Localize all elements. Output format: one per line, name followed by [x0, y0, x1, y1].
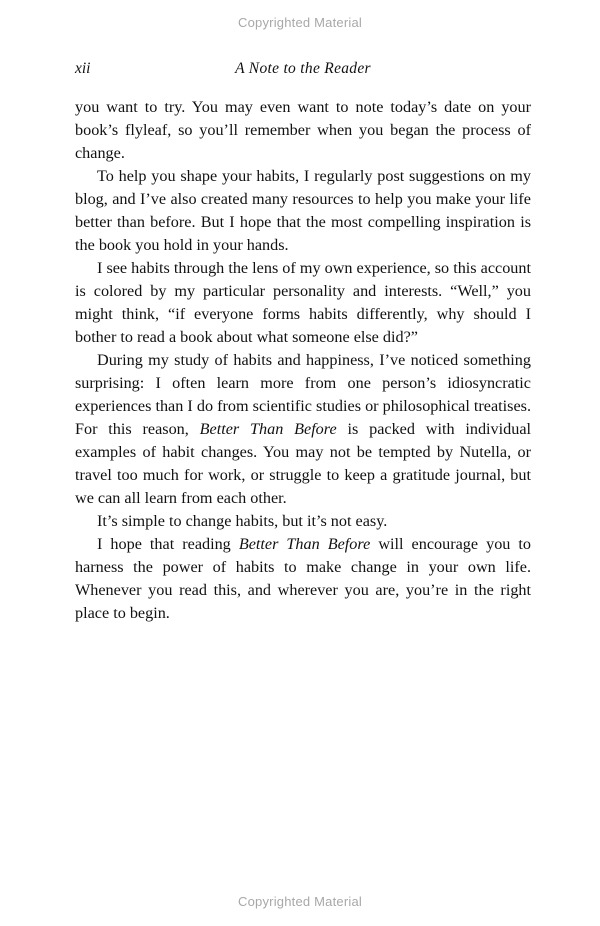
chapter-title: A Note to the Reader — [235, 60, 371, 77]
paragraph-4-after: is packed with individual examples of habit changes. You may not be tempted by Nutella, or travel too much for work, or struggle to keep a gratitude journal, but we can all learn from each other. — [75, 420, 532, 507]
paragraph-1: you want to try. You may even want to note today’s date on your book’s flyleaf, so you’ll remember when you began the process of change. — [75, 98, 531, 162]
paragraph-6-before: I hope that reading — [97, 535, 239, 553]
paragraph-5: It’s simple to change habits, but it’s not easy. — [97, 512, 388, 530]
running-head — [75, 60, 531, 80]
paragraph-6 — [75, 533, 531, 625]
paragraph-6-after: will encourage you to harness the power of habits to make change in your own life. Whenever you read this, and wherever you are, you’re in the right place to begin. — [75, 535, 532, 622]
paragraph-4 — [75, 349, 531, 510]
watermark-top: Copyrighted Material — [238, 15, 362, 30]
page-number: xii — [75, 60, 91, 77]
book-title-italic: Better Than Before — [238, 535, 371, 553]
paragraph-2: To help you shape your habits, I regularly post suggestions on my blog, and I’ve also created many resources to help you make your life better than before. But I hope that the most compelling inspiration is the book you hold in your hands. — [75, 167, 531, 254]
book-title-italic: Better Than Before — [199, 420, 337, 438]
watermark-bottom: Copyrighted Material — [238, 894, 362, 909]
paragraph-3: I see habits through the lens of my own experience, so this account is colored by my particular personality and interests. “Well,” you might think, “if everyone forms habits differently, why should I bother to read a book about what someone else did?” — [75, 259, 531, 346]
paragraph-4-before: During my study of habits and happiness, I’ve noticed something surprising: I often learn more from one person’s idiosyncratic experiences than I do from scientific studies or philosophical treatises. For this reason, — [75, 351, 531, 438]
body-text — [75, 96, 531, 625]
